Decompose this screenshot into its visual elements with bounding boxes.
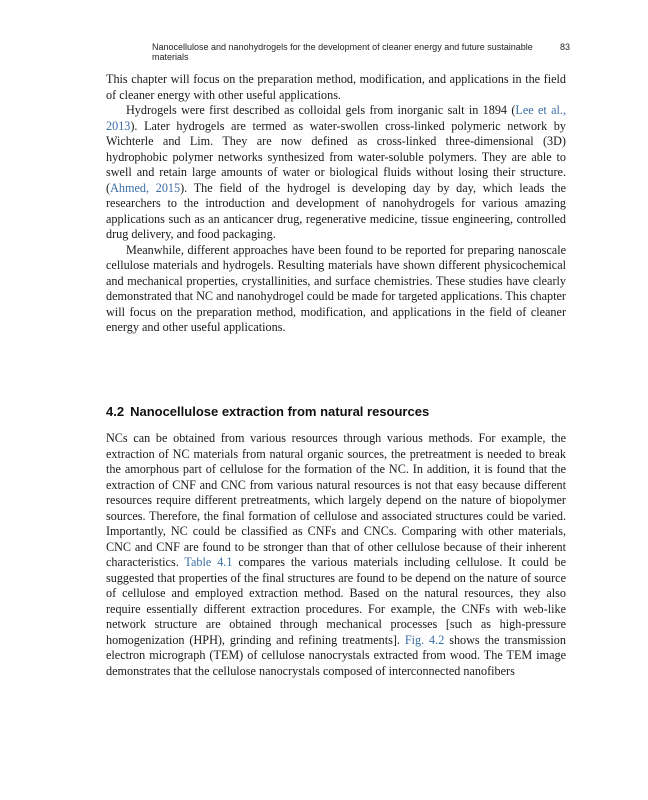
paragraph-text: ). Later hydrogels are termed as water-swollen cross-linked polymeric network by Wichterle and Lim. They are now defined as cross-linked three-dimensional (3D) hydrophobic polymer networks synthesized from water-soluble polymers. They are able to swell and retain large amounts of water or biological fluids without losing their structure. (: [106, 118, 566, 195]
citation-ahmed-2015[interactable]: Ahmed, 2015: [110, 180, 181, 195]
citation-lee-2013[interactable]: Lee et al., 2013: [106, 103, 566, 133]
paragraph-4: [106, 431, 566, 679]
paragraph-text: NCs can be obtained from various resources through various methods. For example, the extraction of NC materials from natural organic sources, the pretreatment is needed to break the amorphous part of cellulose for the formation of the NC. In addition, it is found that the extraction of CNF and CNC from various natural resources is not that easy because different resources require different pretreatments, which largely depend on the nature of biopolymer sources. Therefore, the final formation of cellulose and associated structures could be varied. Importantly, NC could be classified as CNFs and CNCs. Comparing with other materials, CNC and CNF are found to be stronger than that of other cellulose because of their inherent characteristics.: [106, 431, 566, 569]
table-reference-link[interactable]: Table 4.1: [184, 555, 233, 569]
section-title: Nanocellulose extraction from natural resources: [130, 404, 430, 419]
running-title: Nanocellulose and nanohydrogels for the development of cleaner energy and future sustainable materials: [152, 42, 533, 62]
paragraph-text: Hydrogels were first described as colloidal gels from inorganic salt in 1894 (: [126, 103, 516, 117]
figure-reference-link[interactable]: Fig. 4.2: [404, 632, 445, 647]
paragraph-1: [106, 72, 566, 103]
paragraph-text: This chapter will focus on the preparation method, modification, and applications in the field of cleaner energy with other useful applications.: [106, 72, 566, 102]
paragraph-text: compares the various materials including cellulose. It could be suggested that properties of the final structures are found to be depend on the nature of source of cellulose and employed extraction method. Based on the natural resources, they also require essentially different extraction procedures. For example, the CNFs with web-like network structure are obtained through mechanical processes [such as high-pressure homogenization (HPH), grinding and refining treatments].: [106, 555, 566, 647]
intro-text-block: [106, 72, 566, 336]
paragraph-3: [106, 243, 566, 336]
paragraph-text: shows the transmission electron micrograph (TEM) of cellulose nanocrystals extracted from wood. The TEM image demonstrates that the cellulose nanocrystals composed of interconnected nanofibers: [106, 632, 566, 678]
paragraph-text: Meanwhile, different approaches have been found to be reported for preparing nanoscale cellulose materials and hydrogels. Resulting materials have shown different physicochemical and mechanical properties, crystallinities, and surface chemistries. These studies have clearly demonstrated that NC and nanohydrogel could be made for targeted applications. This chapter will focus on the preparation method, modification, and applications in the field of cleaner energy and other useful applications.: [106, 242, 566, 334]
paragraph-2: [106, 103, 566, 243]
section-number: 4.2: [106, 404, 125, 419]
section-heading: [106, 404, 566, 419]
paragraph-text: ). The field of the hydrogel is developing day by day, which leads the researchers to the introduction and development of nanohydrogels for various amazing applications such as an anticancer drug, regenerative medicine, tissue engineering, controlled drug delivery, and food packaging.: [106, 180, 566, 241]
page-number: 83: [559, 42, 570, 52]
section-text-block: [106, 431, 566, 679]
